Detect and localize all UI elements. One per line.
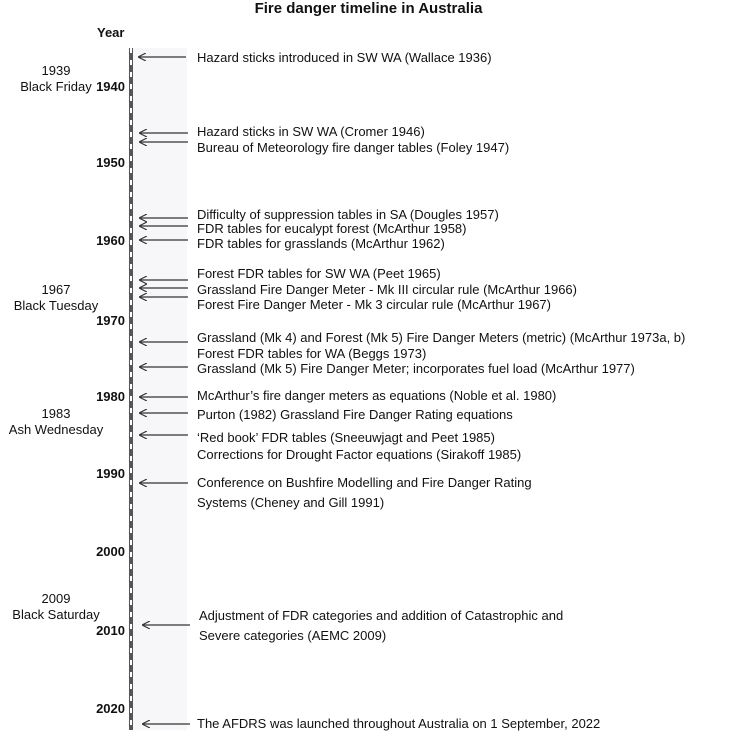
event-text: Adjustment of FDR categories and addition of Catastrophic and Severe categories (AEMC 2009) — [199, 608, 564, 643]
year-label: 1940 — [96, 79, 125, 94]
year-label: 1980 — [96, 389, 125, 404]
event-text: Bureau of Meteorology fire danger tables (Foley 1947) — [197, 140, 510, 155]
disaster-year: 2009 — [41, 591, 71, 606]
event-text: FDR tables for grasslands (McArthur 1962) — [197, 236, 445, 251]
disaster-year: 1967 — [41, 282, 71, 297]
year-label: 2020 — [96, 701, 125, 716]
disaster-name: Black Saturday — [12, 607, 100, 622]
disaster-name: Black Tuesday — [13, 298, 99, 313]
disaster-name: Ash Wednesday — [8, 422, 104, 437]
event-text: Grassland (Mk 5) Fire Danger Meter; incorporates fuel load (McArthur 1977) — [197, 361, 635, 376]
event-text: Forest FDR tables for WA (Beggs 1973) — [197, 346, 427, 361]
year-label: 1970 — [96, 313, 125, 328]
event-text: Forest Fire Danger Meter - Mk 3 circular rule (McArthur 1967) — [197, 297, 551, 312]
event-text: Hazard sticks introduced in SW WA (Wallace 1936) — [197, 50, 492, 65]
year-label: 1960 — [96, 233, 125, 248]
year-label: 1950 — [96, 155, 125, 170]
event-text: Forest FDR tables for SW WA (Peet 1965) — [197, 266, 441, 281]
event-text: Conference on Bushfire Modelling and Fire Danger Rating Systems (Cheney and Gill 1991) — [197, 475, 532, 510]
disaster-name: Black Friday — [20, 79, 92, 94]
year-label: 2000 — [96, 544, 125, 559]
event-text: Purton (1982) Grassland Fire Danger Rating equations — [197, 407, 513, 422]
disaster-year: 1983 — [41, 406, 71, 421]
event-text: Grassland Fire Danger Meter - Mk III circular rule (McArthur 1966) — [197, 282, 577, 297]
event-text: Corrections for Drought Factor equations (Sirakoff 1985) — [197, 447, 522, 462]
event-text: Grassland (Mk 4) and Forest (Mk 5) Fire Danger Meters (metric) (McArthur 1973a, b) — [197, 330, 686, 345]
event-text: Hazard sticks in SW WA (Cromer 1946) — [197, 124, 425, 139]
year-axis-header: Year — [97, 25, 125, 40]
figure-title: Fire danger timeline in Australia — [254, 0, 483, 17]
event-text: McArthur’s fire danger meters as equations (Noble et al. 1980) — [197, 388, 557, 403]
disaster-year: 1939 — [41, 63, 71, 78]
event-text: The AFDRS was launched throughout Australia on 1 September, 2022 — [197, 716, 601, 731]
event-text: Difficulty of suppression tables in SA (Dougles 1957) — [197, 207, 499, 222]
event-text: FDR tables for eucalypt forest (McArthur 1958) — [197, 221, 467, 236]
year-label: 2010 — [96, 623, 125, 638]
year-label: 1990 — [96, 466, 125, 481]
event-text: ‘Red book’ FDR tables (Sneeuwjagt and Peet 1985) — [197, 430, 495, 445]
